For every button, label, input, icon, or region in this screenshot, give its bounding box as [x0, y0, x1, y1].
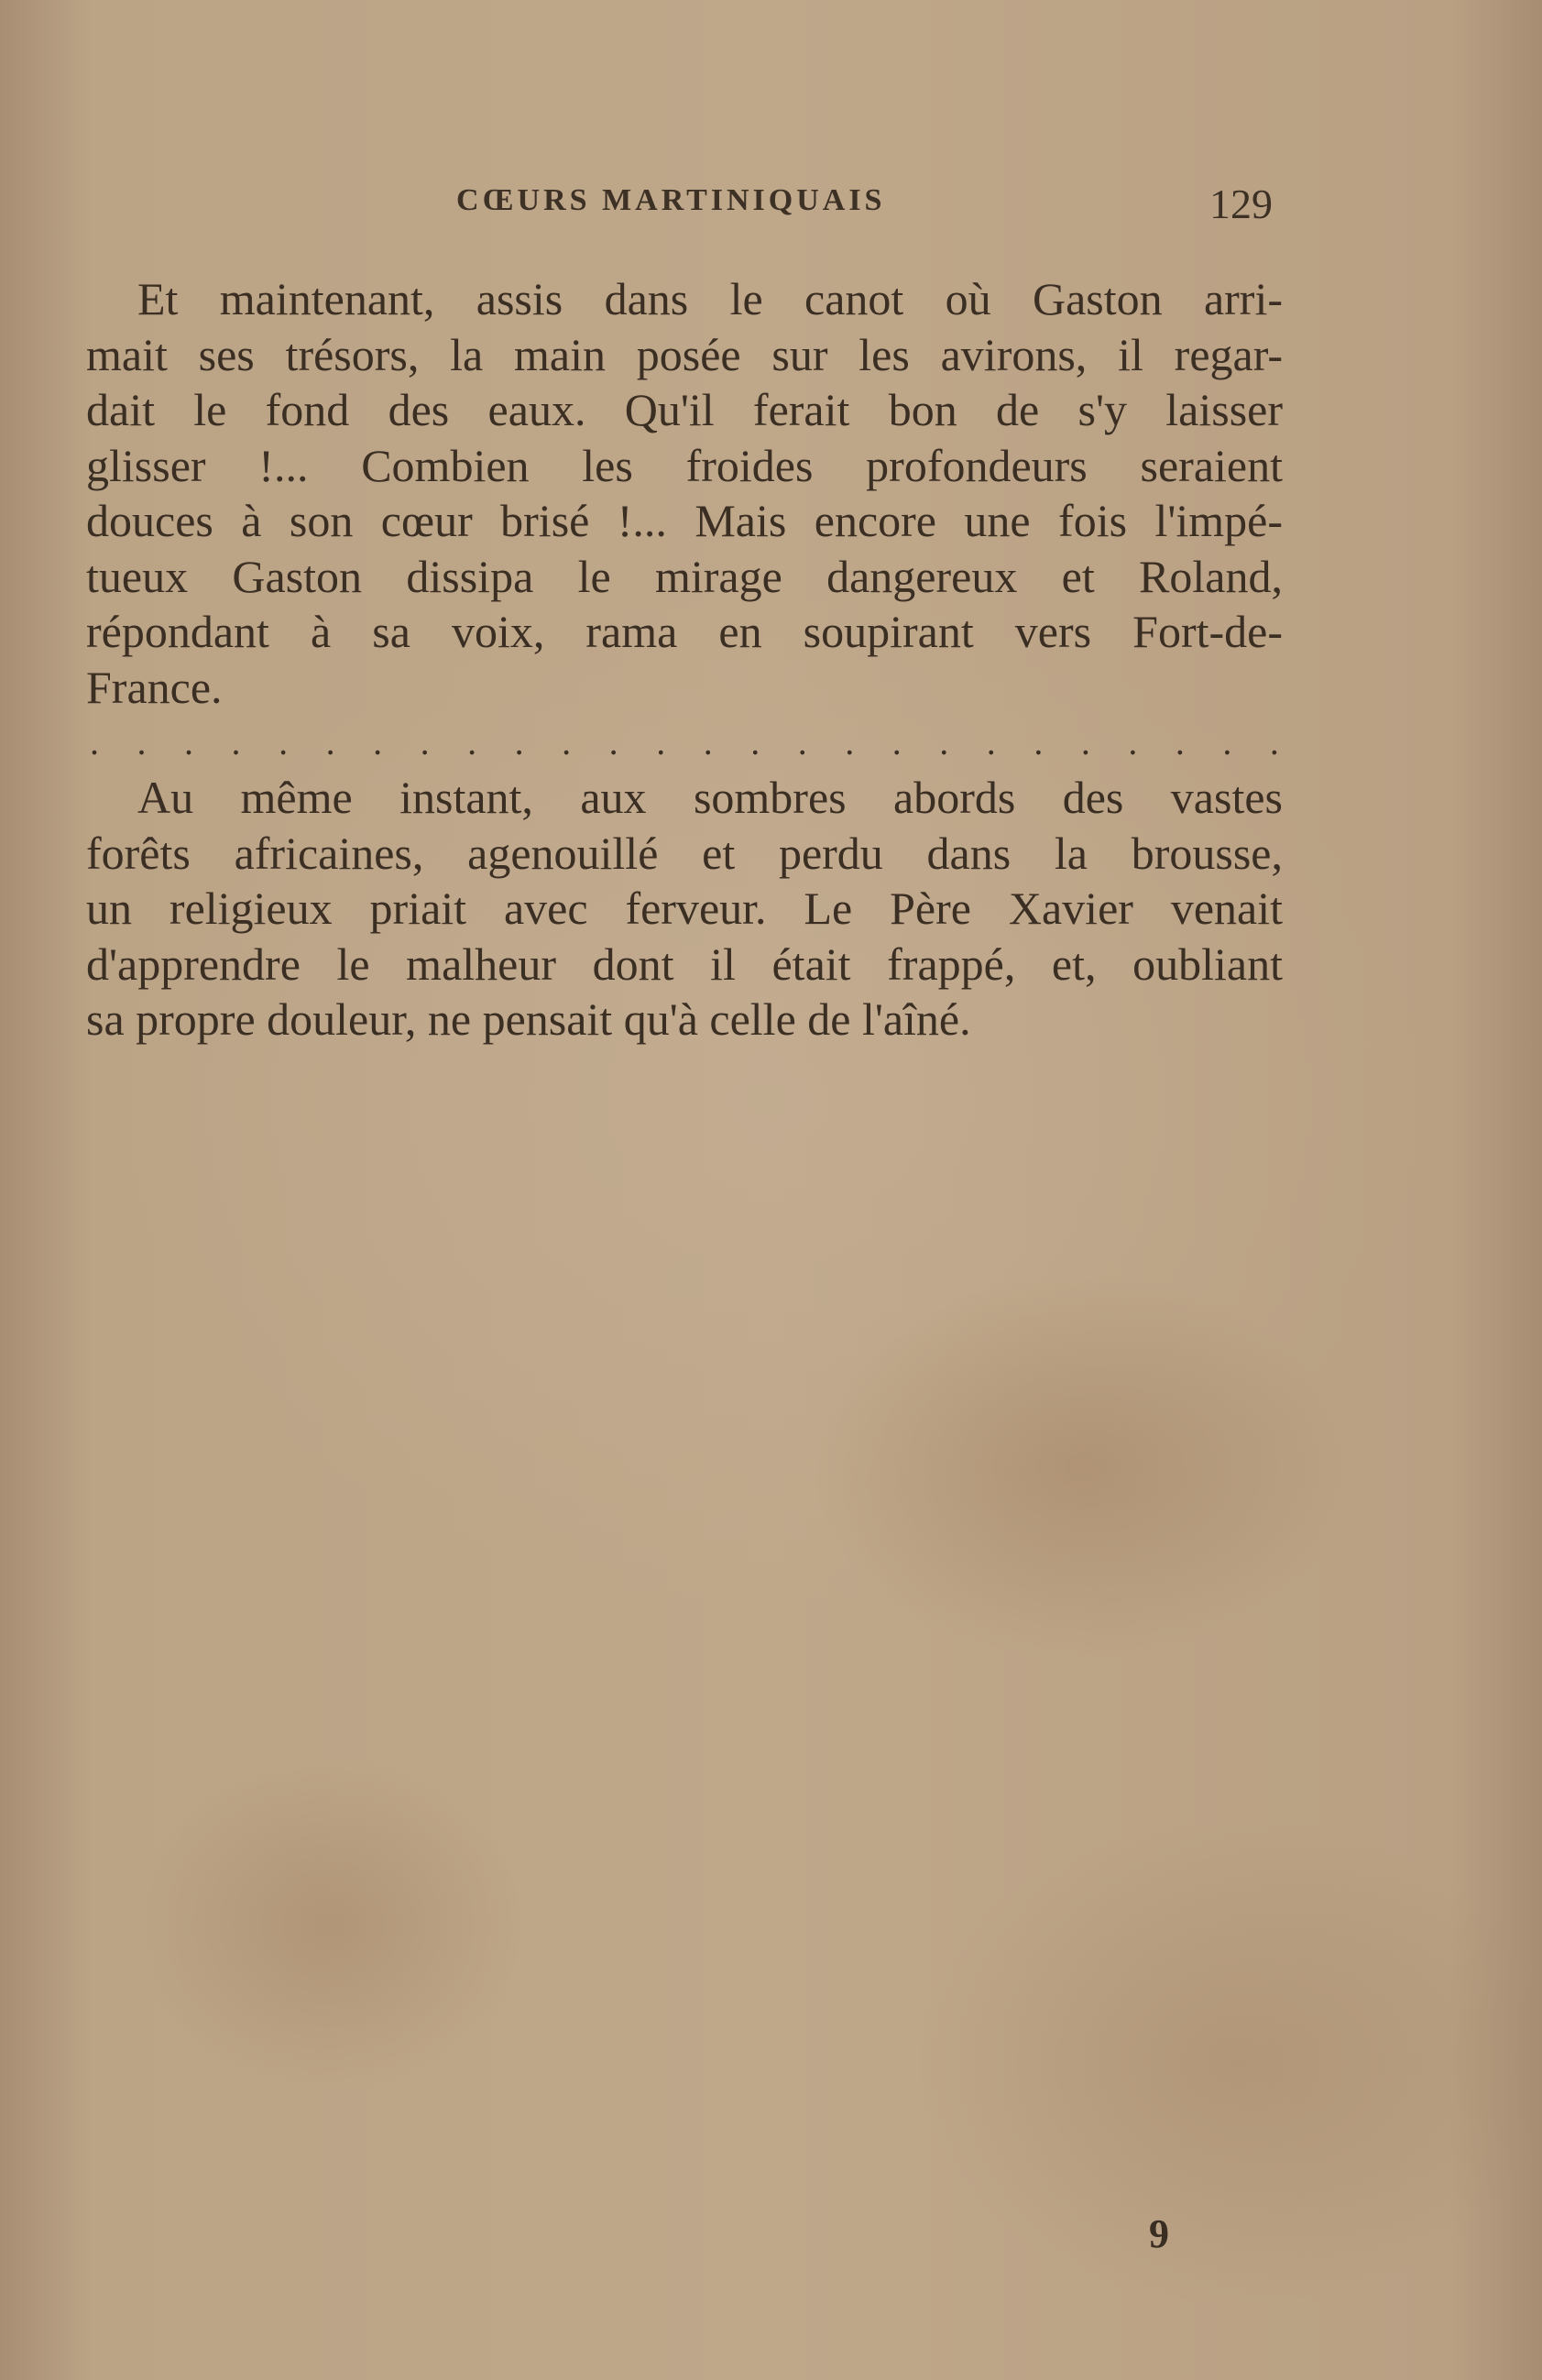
- signature-mark: 9: [1149, 2211, 1169, 2256]
- separator-dot: .: [1128, 720, 1138, 762]
- text-line: Et maintenant, assis dans le canot où Gaston arri-: [137, 273, 1283, 324]
- separator-dot: .: [986, 720, 996, 762]
- running-title: CŒURS MARTINIQUAIS: [456, 183, 886, 217]
- separator-dot: .: [656, 720, 666, 762]
- separator-dot: .: [373, 720, 383, 762]
- separator-dot: .: [1175, 720, 1185, 762]
- page-number: 129: [1209, 181, 1273, 227]
- text-line: Au même instant, aux sombres abords des vastes: [137, 772, 1283, 823]
- separator-dot: .: [231, 720, 241, 762]
- body-text: [86, 271, 1283, 1047]
- separator-dot: .: [1080, 720, 1090, 762]
- separator-dot: .: [514, 720, 524, 762]
- text-line: France.: [86, 661, 223, 713]
- separator-dot: .: [90, 720, 99, 762]
- separator-dot: .: [939, 720, 949, 762]
- separator-dot: .: [1222, 720, 1232, 762]
- separator-dot: .: [184, 720, 194, 762]
- separator-dot: .: [279, 720, 289, 762]
- text-line: tueux Gaston dissipa le mirage dangereux et Roland,: [86, 550, 1283, 602]
- separator-dot: .: [325, 720, 335, 762]
- separator-dot: .: [467, 720, 477, 762]
- separator-dot: .: [1033, 720, 1044, 762]
- text-line: un religieux priait avec ferveur. Le Père Xavier venait: [86, 883, 1283, 934]
- text-line: glisser !... Combien les froides profondeurs seraient: [86, 439, 1283, 491]
- separator-dot: .: [1269, 720, 1279, 762]
- paragraph: [86, 770, 1283, 1047]
- separator-dot: .: [845, 720, 855, 762]
- separator-dot: .: [420, 720, 430, 762]
- text-line: sa propre douleur, ne pensait qu'à celle de l'aîné.: [86, 993, 971, 1045]
- separator-dot: .: [797, 720, 807, 762]
- separator-dot: .: [608, 720, 618, 762]
- text-line: forêts africaines, agenouillé et perdu dans la brousse,: [86, 827, 1283, 879]
- separator-dot: .: [750, 720, 760, 762]
- paragraph: [86, 271, 1283, 715]
- separator-dot: .: [137, 720, 147, 762]
- separator-dot: .: [562, 720, 572, 762]
- text-line: répondant à sa voix, rama en soupirant vers Fort-de-: [86, 606, 1283, 657]
- separator-dot: .: [703, 720, 713, 762]
- text-line: d'apprendre le malheur dont il était frappé, et, oubliant: [86, 938, 1283, 990]
- separator-dot: .: [891, 720, 902, 762]
- text-line: douces à son cœur brisé !... Mais encore une fois l'impé-: [86, 495, 1283, 546]
- text-line: dait le fond des eaux. Qu'il ferait bon de s'y laisser: [86, 384, 1283, 435]
- section-separator: [86, 715, 1283, 770]
- text-line: mait ses trésors, la main posée sur les avirons, il regar-: [86, 328, 1283, 380]
